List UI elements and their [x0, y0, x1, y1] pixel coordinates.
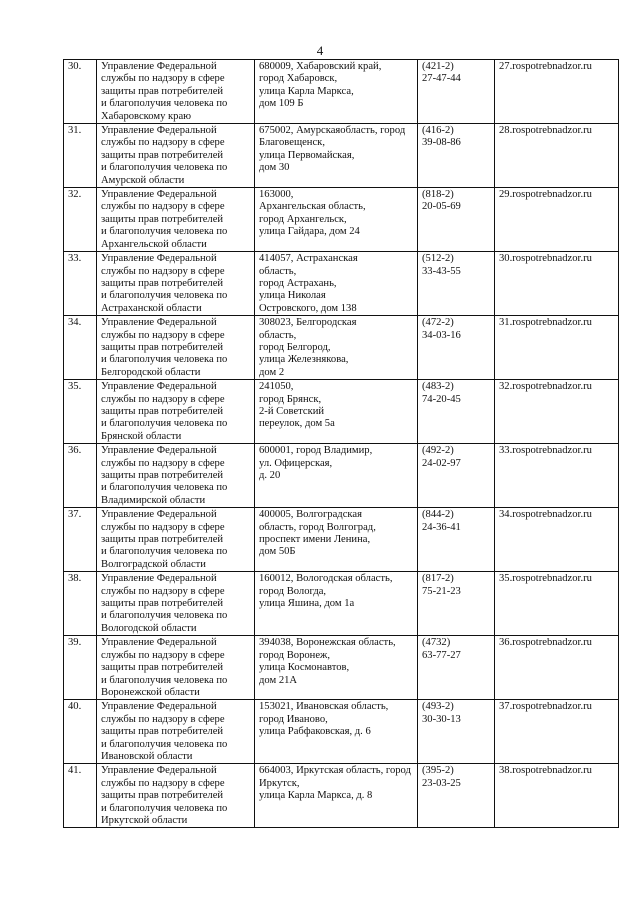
- phone-code: (472-2): [422, 317, 454, 329]
- organization-line: Воронежской области: [101, 686, 200, 698]
- postal-address: [255, 60, 418, 124]
- phone: [418, 60, 495, 124]
- phone-number: 23-03-25: [422, 777, 461, 789]
- organization-line: защиты прав потребителей: [101, 534, 224, 546]
- address-line: город Архангельск,: [259, 213, 347, 225]
- organization-line: защиты прав потребителей: [101, 790, 224, 802]
- address-line: дом 30: [259, 162, 290, 174]
- phone-number: 27-47-44: [422, 73, 461, 85]
- row-number: 33.: [64, 252, 97, 316]
- organization-line: службы по надзору в сфере: [101, 713, 225, 725]
- organization-line: Управление Федеральной: [101, 765, 217, 777]
- phone-number: 39-08-86: [422, 137, 461, 149]
- address-line: улица Первомайская,: [259, 149, 355, 161]
- phone: [418, 124, 495, 188]
- website: 32.rospotrebnadzor.ru: [495, 380, 619, 444]
- organization-line: защиты прав потребителей: [101, 470, 224, 481]
- organization-line: и благополучия человека по: [101, 546, 228, 558]
- phone-number: 34-03-16: [422, 329, 461, 341]
- row-number: 41.: [64, 764, 97, 828]
- address-line: улица Яшина, дом 1а: [259, 598, 355, 610]
- organization-line: Вологодской области: [101, 622, 197, 634]
- phone: [418, 700, 495, 764]
- organization-line: Архангельской области: [101, 238, 207, 250]
- table-row: [64, 764, 619, 828]
- table-row: [64, 700, 619, 764]
- organization-line: Управление Федеральной: [101, 125, 217, 137]
- table-row: [64, 636, 619, 700]
- organization-line: службы по надзору в сфере: [101, 649, 225, 661]
- phone-code: (4732): [422, 637, 451, 649]
- organization-line: службы по надзору в сфере: [101, 521, 225, 533]
- website: 33.rospotrebnadzor.ru: [495, 444, 619, 508]
- organization-line: Белгородской области: [101, 366, 201, 378]
- address-line: Островского, дом 138: [259, 302, 357, 314]
- phone: [418, 380, 495, 444]
- organization-line: и благополучия человека по: [101, 162, 228, 174]
- address-line: 680009, Хабаровский край,: [259, 61, 382, 72]
- postal-address: [255, 636, 418, 700]
- phone-code: (817-2): [422, 573, 454, 585]
- postal-address: [255, 252, 418, 316]
- organization-name: [97, 572, 255, 636]
- postal-address: [255, 188, 418, 252]
- table-row: [64, 508, 619, 572]
- phone: [418, 188, 495, 252]
- address-line: 308023, Белгородская: [259, 317, 357, 329]
- website: 37.rospotrebnadzor.ru: [495, 700, 619, 764]
- address-line: 160012, Вологодская область,: [259, 573, 393, 585]
- organization-line: защиты прав потребителей: [101, 662, 224, 674]
- organization-line: Ивановской области: [101, 750, 193, 762]
- row-number: 31.: [64, 124, 97, 188]
- address-line: Благовещенск,: [259, 137, 325, 149]
- organization-line: и благополучия человека по: [101, 226, 228, 238]
- organization-line: и благополучия человека по: [101, 290, 228, 302]
- organization-line: Управление Федеральной: [101, 381, 217, 393]
- row-number: 35.: [64, 380, 97, 444]
- postal-address: [255, 764, 418, 828]
- website: 27.rospotrebnadzor.ru: [495, 60, 619, 124]
- organization-name: [97, 444, 255, 508]
- organization-line: и благополучия человека по: [101, 418, 228, 430]
- phone-number: 74-20-45: [422, 393, 461, 405]
- address-line: д. 20: [259, 470, 281, 481]
- organization-line: службы по надзору в сфере: [101, 73, 225, 85]
- organization-line: Управление Федеральной: [101, 253, 217, 265]
- address-line: город Белгород,: [259, 341, 331, 353]
- organization-line: и благополучия человека по: [101, 738, 228, 750]
- organization-name: [97, 380, 255, 444]
- address-line: улица Николая: [259, 290, 326, 302]
- organization-line: защиты прав потребителей: [101, 213, 224, 225]
- address-line: город Вологда,: [259, 585, 327, 597]
- row-number: 38.: [64, 572, 97, 636]
- phone-number: 24-02-97: [422, 457, 461, 469]
- organization-name: [97, 700, 255, 764]
- phone: [418, 572, 495, 636]
- organization-name: [97, 124, 255, 188]
- postal-address: [255, 444, 418, 508]
- row-number: 36.: [64, 444, 97, 508]
- address-line: 394038, Воронежская область,: [259, 637, 396, 649]
- organization-line: защиты прав потребителей: [101, 149, 224, 161]
- table-row: [64, 380, 619, 444]
- website: 36.rospotrebnadzor.ru: [495, 636, 619, 700]
- address-line: 414057, Астраханская: [259, 253, 358, 265]
- phone-code: (395-2): [422, 765, 454, 777]
- phone-number: 75-21-23: [422, 585, 461, 597]
- address-line: город Хабаровск,: [259, 73, 338, 85]
- row-number: 40.: [64, 700, 97, 764]
- row-number: 32.: [64, 188, 97, 252]
- organization-line: Владимирской области: [101, 494, 206, 506]
- organization-line: службы по надзору в сфере: [101, 201, 225, 213]
- organization-line: Волгоградской области: [101, 558, 206, 570]
- address-line: Иркутск,: [259, 777, 300, 789]
- organization-line: службы по надзору в сфере: [101, 777, 225, 789]
- address-line: дом 2: [259, 366, 285, 378]
- organization-line: и благополучия человека по: [101, 354, 228, 366]
- table-row: [64, 60, 619, 124]
- organization-name: [97, 508, 255, 572]
- row-number: 39.: [64, 636, 97, 700]
- organization-name: [97, 764, 255, 828]
- table-row: [64, 572, 619, 636]
- address-line: город Воронеж,: [259, 649, 331, 661]
- address-line: область,: [259, 329, 297, 341]
- row-number: 30.: [64, 60, 97, 124]
- organization-line: защиты прав потребителей: [101, 277, 224, 289]
- organization-line: службы по надзору в сфере: [101, 457, 225, 469]
- website: 34.rospotrebnadzor.ru: [495, 508, 619, 572]
- organization-name: [97, 636, 255, 700]
- phone-code: (483-2): [422, 381, 454, 393]
- address-line: 153021, Ивановская область,: [259, 701, 389, 713]
- website: 30.rospotrebnadzor.ru: [495, 252, 619, 316]
- address-line: 2-й Советский: [259, 405, 325, 417]
- table-row: [64, 188, 619, 252]
- organization-line: Управление Федеральной: [101, 573, 217, 585]
- phone-number: 33-43-55: [422, 265, 461, 277]
- organization-line: службы по надзору в сфере: [101, 329, 225, 341]
- address-line: 163000,: [259, 189, 294, 201]
- organization-line: защиты прав потребителей: [101, 341, 224, 353]
- table-row: [64, 316, 619, 380]
- organization-line: Хабаровскому краю: [101, 110, 192, 122]
- organization-line: защиты прав потребителей: [101, 85, 224, 97]
- address-line: улица Карла Маркса,: [259, 85, 354, 97]
- phone: [418, 316, 495, 380]
- organization-line: Астраханской области: [101, 302, 202, 314]
- phone-code: (493-2): [422, 701, 454, 713]
- organization-line: Управление Федеральной: [101, 509, 217, 521]
- table-row: [64, 444, 619, 508]
- organization-line: Управление Федеральной: [101, 637, 217, 649]
- website: 38.rospotrebnadzor.ru: [495, 764, 619, 828]
- organization-line: защиты прав потребителей: [101, 405, 224, 417]
- organization-line: службы по надзору в сфере: [101, 393, 225, 405]
- address-line: улица Железнякова,: [259, 354, 349, 366]
- table-row: [64, 124, 619, 188]
- postal-address: [255, 124, 418, 188]
- address-line: дом 50Б: [259, 546, 296, 558]
- postal-address: [255, 572, 418, 636]
- row-number: 34.: [64, 316, 97, 380]
- organization-name: [97, 252, 255, 316]
- organization-line: Брянской области: [101, 430, 182, 442]
- address-line: ул. Офицерская,: [259, 457, 333, 469]
- organization-line: службы по надзору в сфере: [101, 265, 225, 277]
- phone-code: (492-2): [422, 445, 454, 457]
- address-line: проспект имени Ленина,: [259, 534, 371, 546]
- registry-table: [63, 59, 619, 828]
- page-number: 4: [316, 43, 324, 58]
- organization-line: и благополучия человека по: [101, 482, 228, 494]
- organization-line: Управление Федеральной: [101, 189, 217, 201]
- address-line: город Брянск,: [259, 393, 322, 405]
- row-number: 37.: [64, 508, 97, 572]
- organization-name: [97, 60, 255, 124]
- phone: [418, 764, 495, 828]
- phone-code: (416-2): [422, 125, 454, 137]
- phone-number: 63-77-27: [422, 649, 461, 661]
- address-line: 675002, Амурскаяобласть, город: [259, 125, 406, 137]
- address-line: 241050,: [259, 381, 294, 393]
- organization-line: защиты прав потребителей: [101, 598, 224, 610]
- organization-line: и благополучия человека по: [101, 610, 228, 622]
- phone-number: 24-36-41: [422, 521, 461, 533]
- organization-name: [97, 188, 255, 252]
- address-line: улица Космонавтов,: [259, 662, 350, 674]
- phone: [418, 636, 495, 700]
- address-line: 400005, Волгоградская: [259, 509, 362, 521]
- address-line: Архангельская область,: [259, 201, 366, 213]
- address-line: улица Гайдара, дом 24: [259, 226, 360, 238]
- organization-line: Управление Федеральной: [101, 317, 217, 329]
- postal-address: [255, 700, 418, 764]
- organization-line: и благополучия человека по: [101, 674, 228, 686]
- phone: [418, 444, 495, 508]
- organization-line: Управление Федеральной: [101, 701, 217, 713]
- registry-table-body: [64, 60, 619, 828]
- address-line: 600001, город Владимир,: [259, 445, 373, 457]
- organization-line: и благополучия человека по: [101, 802, 228, 814]
- website: 28.rospotrebnadzor.ru: [495, 124, 619, 188]
- organization-name: [97, 316, 255, 380]
- address-line: улица Карла Маркса, д. 8: [259, 790, 373, 802]
- organization-line: Управление Федеральной: [101, 61, 217, 72]
- address-line: дом 21А: [259, 674, 298, 686]
- phone: [418, 508, 495, 572]
- address-line: город Иваново,: [259, 713, 328, 725]
- address-line: область, город Волгоград,: [259, 521, 376, 533]
- organization-line: Амурской области: [101, 174, 185, 186]
- phone-code: (421-2): [422, 61, 454, 72]
- phone: [418, 252, 495, 316]
- website: 29.rospotrebnadzor.ru: [495, 188, 619, 252]
- website: 31.rospotrebnadzor.ru: [495, 316, 619, 380]
- organization-line: Управление Федеральной: [101, 445, 217, 457]
- phone-code: (512-2): [422, 253, 454, 265]
- phone-number: 20-05-69: [422, 201, 461, 213]
- address-line: улица Рабфаковская, д. 6: [259, 726, 371, 738]
- table-row: [64, 252, 619, 316]
- organization-line: защиты прав потребителей: [101, 726, 224, 738]
- phone-code: (844-2): [422, 509, 454, 521]
- organization-line: Иркутской области: [101, 814, 188, 826]
- phone-number: 30-30-13: [422, 713, 461, 725]
- website: 35.rospotrebnadzor.ru: [495, 572, 619, 636]
- address-line: дом 109 Б: [259, 98, 304, 110]
- address-line: переулок, дом 5а: [259, 418, 335, 430]
- postal-address: [255, 508, 418, 572]
- organization-line: службы по надзору в сфере: [101, 137, 225, 149]
- postal-address: [255, 316, 418, 380]
- address-line: область,: [259, 265, 297, 277]
- organization-line: и благополучия человека по: [101, 98, 228, 110]
- postal-address: [255, 380, 418, 444]
- organization-line: службы по надзору в сфере: [101, 585, 225, 597]
- address-line: город Астрахань,: [259, 277, 337, 289]
- phone-code: (818-2): [422, 189, 454, 201]
- address-line: 664003, Иркутская область, город: [259, 765, 411, 777]
